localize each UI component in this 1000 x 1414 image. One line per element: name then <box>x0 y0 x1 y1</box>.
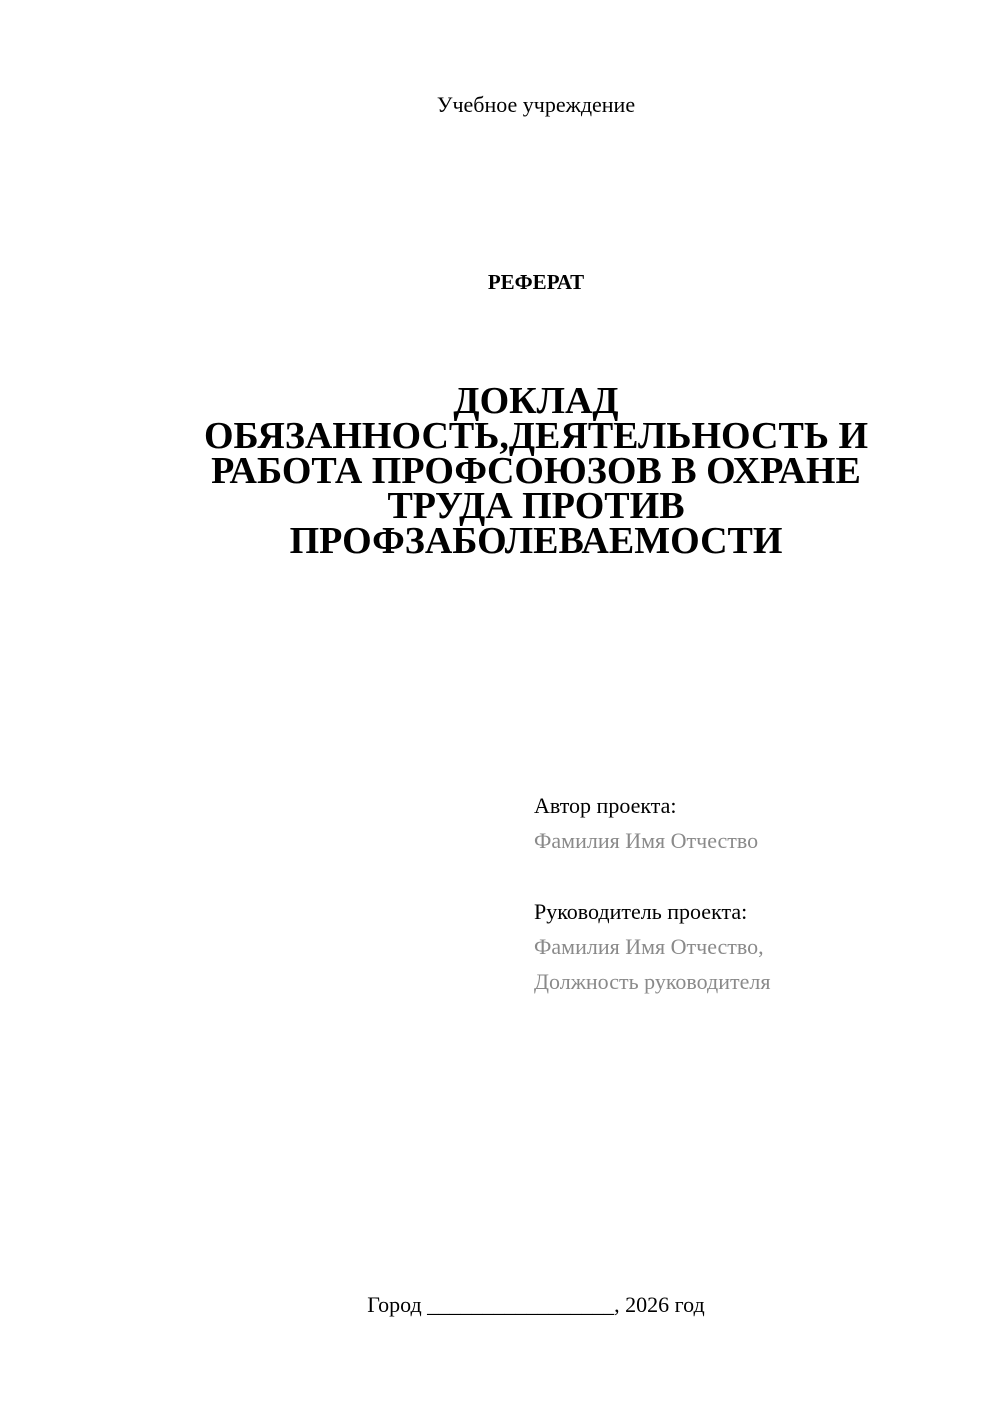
title-line: ДОКЛАД <box>453 380 619 422</box>
city-year-line: Город _________________, 2026 год <box>367 1292 705 1317</box>
supervisor-name-placeholder: Фамилия Имя Отчество, <box>534 934 764 959</box>
document-title <box>150 380 922 562</box>
credits-block <box>534 788 974 999</box>
author-name-placeholder: Фамилия Имя Отчество <box>534 828 759 853</box>
supervisor-position-placeholder: Должность руководителя <box>534 969 771 994</box>
institution-name: Учебное учреждение <box>436 92 636 117</box>
title-line: ТРУДА ПРОТИВ <box>387 485 685 527</box>
document-type-label: РЕФЕРАТ <box>487 270 585 294</box>
title-line: ПРОФЗАБОЛЕВАЕМОСТИ <box>289 520 783 562</box>
title-line: ОБЯЗАННОСТЬ,ДЕЯТЕЛЬНОСТЬ И <box>203 415 869 457</box>
supervisor-label: Руководитель проекта: <box>534 899 748 924</box>
title-line: РАБОТА ПРОФСОЮЗОВ В ОХРАНЕ <box>211 450 861 492</box>
spacer <box>534 858 974 894</box>
author-label: Автор проекта: <box>534 793 677 818</box>
